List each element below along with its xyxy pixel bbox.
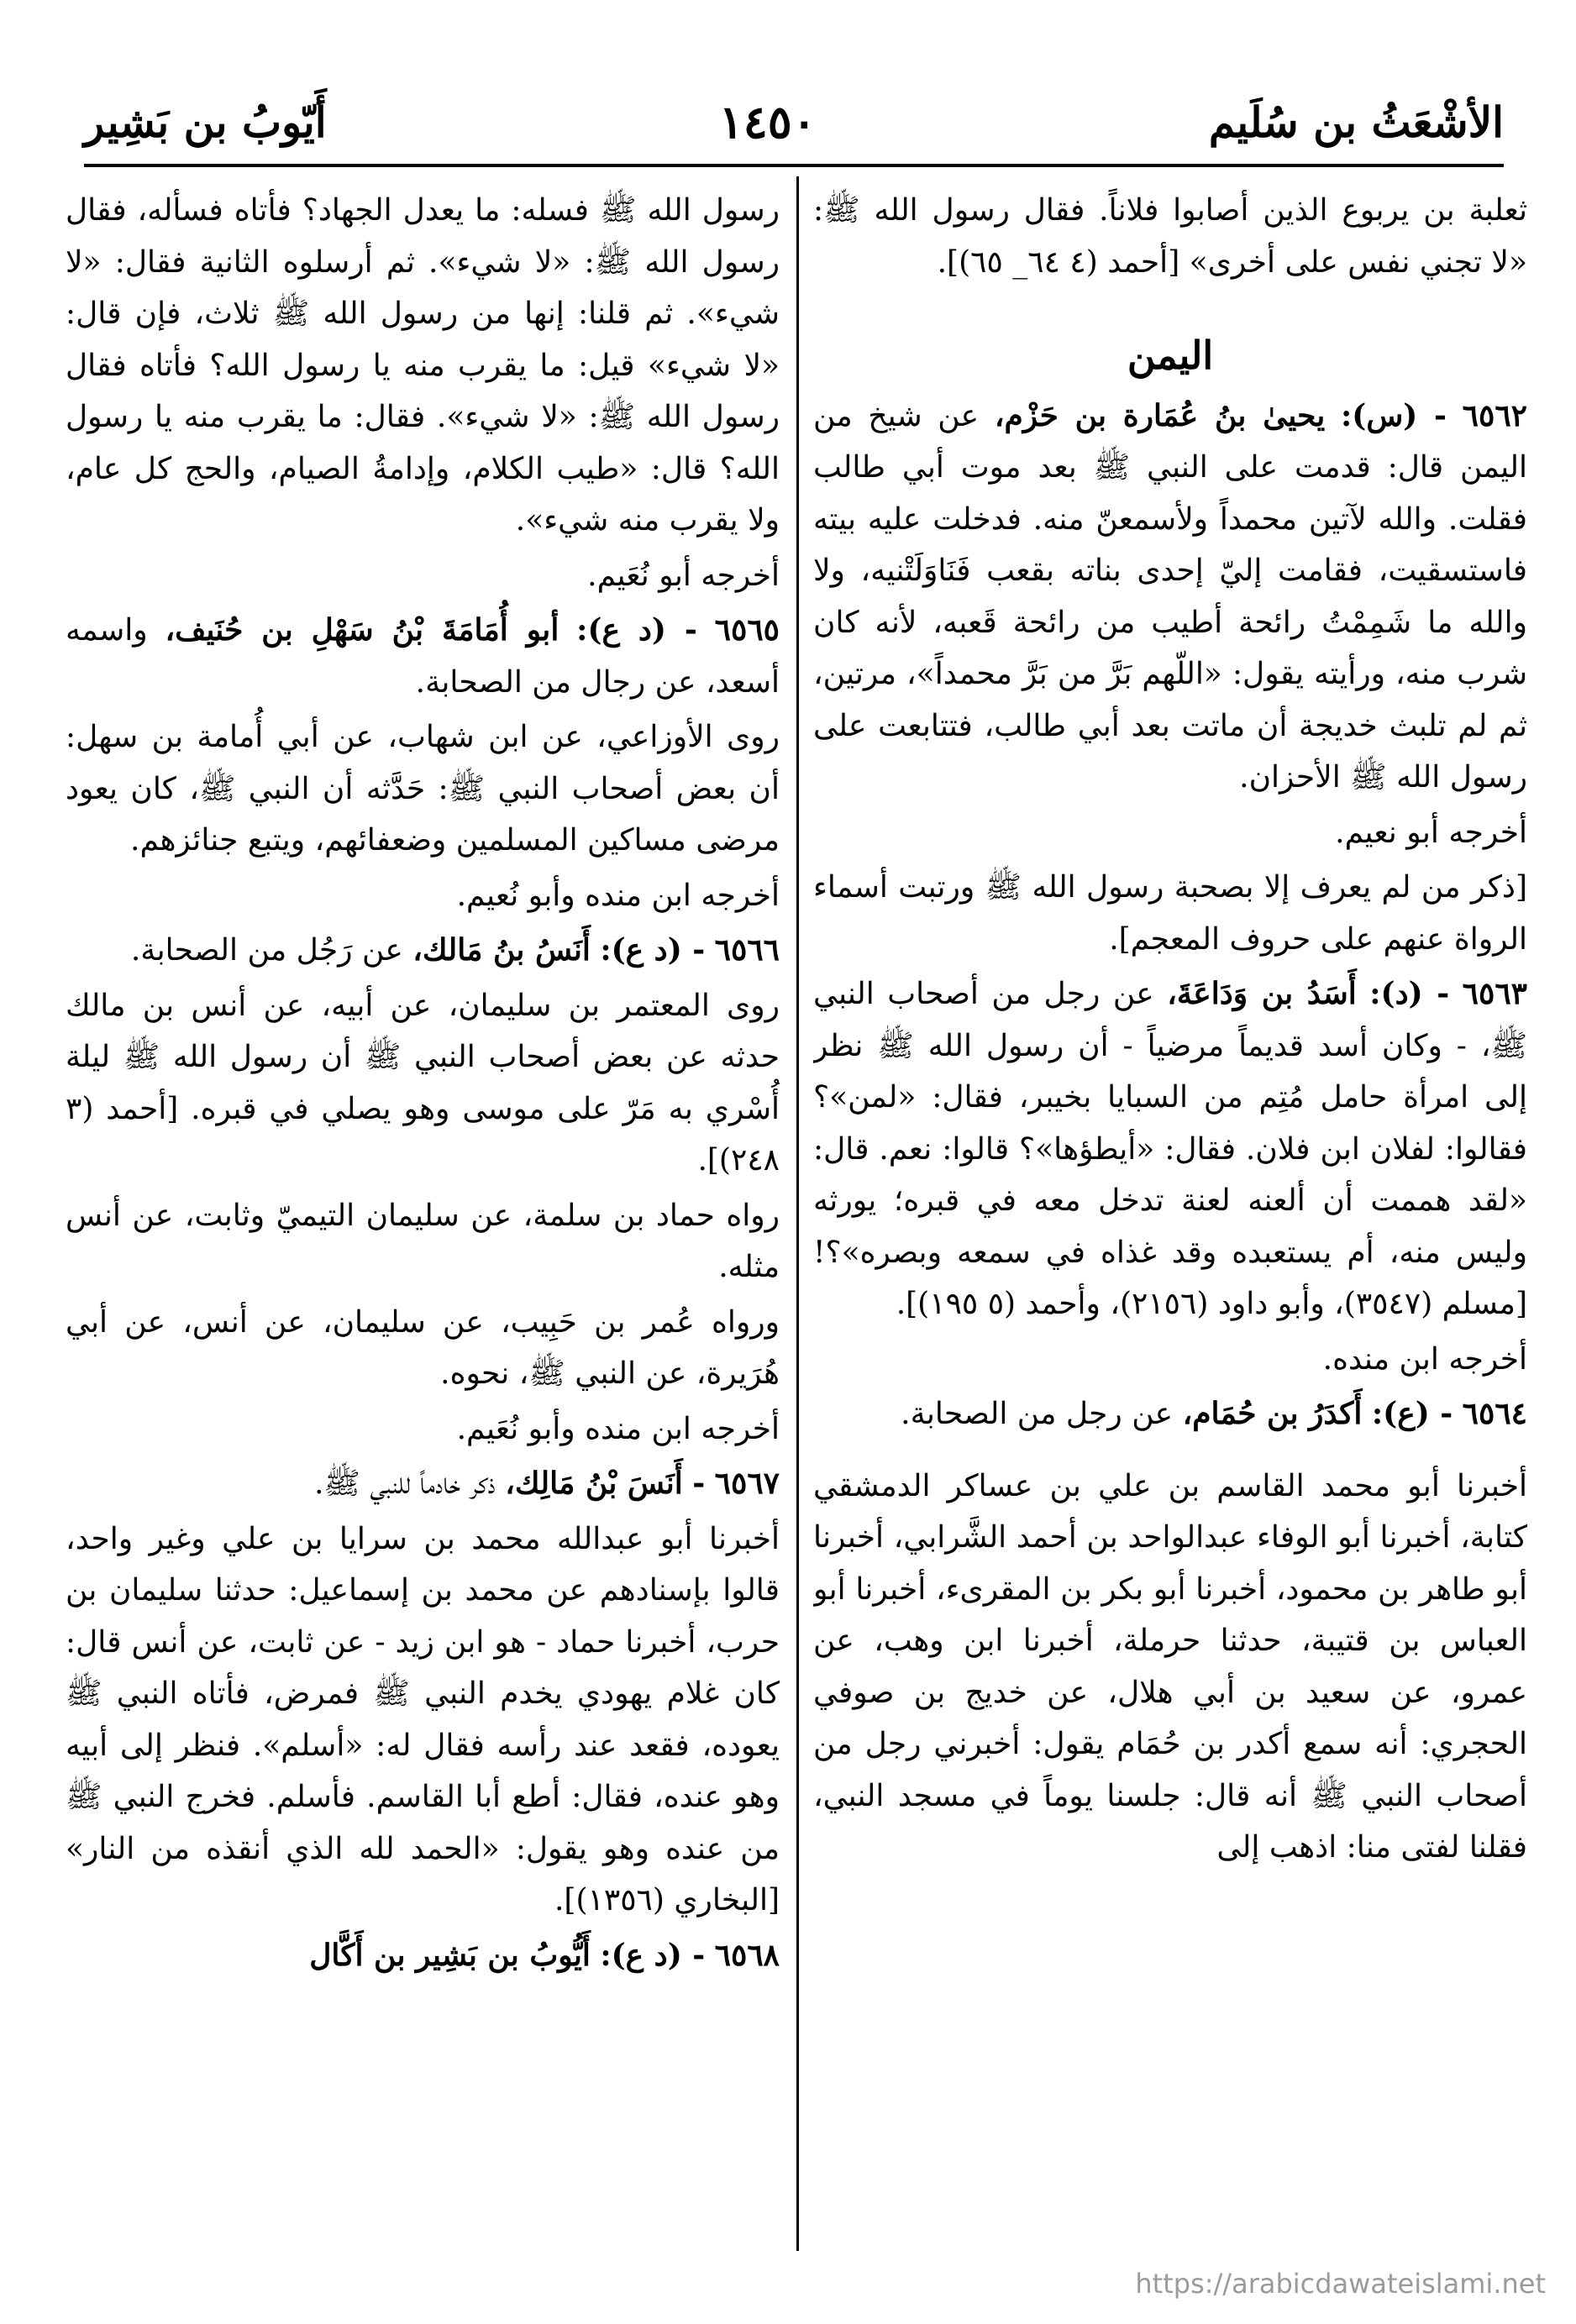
entry-6568 <box>66 1930 780 1982</box>
entry-code: - (ع): <box>1371 1396 1453 1431</box>
entry-text: ورواه عُمر بن حَبِيب، عن سليمان، عن أنس، عن أبي هُرَيرة، عن النبي ﷺ، نحوه. <box>66 1304 780 1391</box>
entry-text: عن شيخ من اليمن قال: قدمت على النبي ﷺ بعد موت أبي طالب فقلت. والله لآتين محمداً ولأسمعنّ منه. فدخلت عليه بيته فاستسقيت، فقامت إليّ إحدى بناته بقعب فَنَاوَلَتْنيه، ولا والله ما شَمِمْتُ رائحة أطيب من رائحة قَعبه، لأنه كان شرب منه، ورأيته يقول: «اللّهم بَرَّ من بَرَّ محمداً»، مرتين، ثم لم تلبث خديجة أن ماتت بعد أبي طالب، فتتابعت على رسول الله ﷺ الأحزان. <box>813 398 1527 795</box>
right-column <box>813 185 1527 2243</box>
entry-6563 <box>813 968 1527 1330</box>
watermark-url: https://arabicdawateislami.net <box>1135 2268 1546 2300</box>
entry-intro: عن رجل من الصحابة. <box>901 1397 1174 1431</box>
source-line: أخرجه أبو نعيم. <box>1335 815 1527 850</box>
header-left-title: أَيّوبُ بن بَشِير <box>84 97 327 147</box>
running-header <box>84 88 1504 155</box>
entry-number: ٦٥٦٢ <box>1462 397 1527 433</box>
entry-number: ٦٥٦٨ <box>714 1937 780 1973</box>
entry-text: روى المعتمر بن سليمان، عن أبيه، عن أنس بن مالك حدثه عن بعض أصحاب النبي ﷺ أن رسول الله ﷺ ليلة أُسْري به مَرّ على موسى وهو يصلي في قبره. [أحمد (٣ ٢٤٨)]. <box>66 988 780 1178</box>
source-line: أخرجه ابن منده. <box>1322 1341 1527 1377</box>
entry-number: ٦٥٦٣ <box>1462 976 1527 1011</box>
entry-intro: ذكر خادماً للنبي ﷺ. <box>313 1466 496 1501</box>
section-title: اليمن <box>1127 333 1214 378</box>
entry-name: أَنَسُ بنُ مَالك، <box>412 932 591 968</box>
entry-text: أخبرنا أبو محمد القاسم بن علي بن عساكر الدمشقي كتابة، أخبرنا أبو الوفاء عبدالواحد بن أحمد الشَّرابي، أخبرنا أبو طاهر بن محمود، أخبرنا أبو بكر بن المقرىء، أخبرنا أبو العباس بن قتيبة، حدثنا حرملة، أخبرنا ابن وهب، عن عمرو، عن سعيد بن أبي هلال، عن خديج بن صوفي الحجري: أنه سمع أكدر بن حُمَام يقول: أخبرني رجل من أصحاب النبي ﷺ أنه قال: جلسنا يوماً في مسجد النبي، فقلنا لفتى منا: اذهب إلى <box>813 1468 1527 1865</box>
entry-6566 <box>66 925 780 977</box>
entry-code: - (د ع): <box>600 932 706 968</box>
entry-6562 <box>813 391 1527 804</box>
entry-text: عن رجل من أصحاب النبي ﷺ، - وكان أسد قديماً مرضياً - أن رسول الله ﷺ نظر إلى امرأة حامل مُتِم من السبايا بخيبر، فقال: «لمن»؟ فقالوا: لفلان ابن فلان. فقال: «أيطؤها»؟ قالوا: نعم. قال: «لقد هممت أن ألعنه لعنة تدخل معه في قبره؛ يورثه وليس منه، أم يستعبده وقد غذاه في سمعه وبصره»؟! [مسلم (٣٥٤٧)، وأبو داود (٢١٥٦)، وأحمد (٥ ١٩٥)]. <box>813 977 1527 1321</box>
entry-code: - (د): <box>1369 976 1450 1011</box>
paragraph: رسول الله ﷺ فسله: ما يعدل الجهاد؟ فأتاه فسأله، فقال رسول الله ﷺ: «لا شيء». ثم أرسلوه الثانية فقال: «لا شيء». ثم قلنا: إنها من رسول الله ﷺ ثلاث، فإن قال: «لا شيء» قيل: ما يقرب منه يا رسول الله؟ فأتاه فقال رسول الله ﷺ: «لا شيء». فقال: ما يقرب منه يا رسول الله؟ قال: «طيب الكلام، وإدامةُ الصيام، والحج كل عام، ولا يقرب منه شيء». <box>66 193 780 538</box>
entry-6565 <box>66 605 780 708</box>
entry-name: أَيُّوبُ بن بَشِير بن أَكَّال <box>309 1937 591 1973</box>
entry-name: أَنَسَ بْنُ مَالِك، <box>505 1466 683 1501</box>
header-right-title: الأشْعَثُ بن سُلَيم <box>1208 97 1504 147</box>
entry-number: ٦٥٦٦ <box>714 932 780 968</box>
entry-intro: واسمه أسعد، عن رجال من الصحابة. <box>66 613 780 700</box>
entry-text: روى الأوزاعي، عن ابن شهاب، عن أبي أُمامة بن سهل: أن بعض أصحاب النبي ﷺ: حَدَّثه أن النبي ﷺ، كان يعود مرضى مساكين المسلمين وضعفائهم، ويتبع جنائزهم. <box>66 720 780 858</box>
entry-text: رواه حماد بن سلمة، عن سليمان التيميّ وثابت، عن أنس مثله. <box>66 1198 780 1284</box>
entry-name: أَكدَرُ بن حُمَام، <box>1182 1396 1363 1431</box>
entry-number: ٦٥٦٥ <box>714 612 780 648</box>
source-line: أخرجه أبو نُعَيم. <box>587 558 780 593</box>
page-number: ١٤٥٠ <box>718 95 817 149</box>
entry-name: أَسَدُ بن وَدَاعَةَ، <box>1167 976 1357 1011</box>
left-column <box>66 185 780 2243</box>
entry-name: يحيىٰ بنُ عُمَارة بن حَزْم، <box>994 397 1326 433</box>
entry-6564 <box>813 1388 1527 1440</box>
column-divider <box>796 176 799 2251</box>
entry-name: أبو أُمَامَةَ بْنُ سَهْلِ بن حُنَيف، <box>165 612 559 648</box>
entry-code: - <box>692 1466 706 1501</box>
header-rule <box>84 164 1504 167</box>
entry-number: ٦٥٦٤ <box>1462 1396 1527 1431</box>
entry-code: - (د ع): <box>600 1937 706 1973</box>
entry-intro: عن رَجُل من الصحابة. <box>130 933 403 968</box>
source-line: أخرجه ابن منده وأبو نُعيم. <box>456 878 780 913</box>
source-line: أخرجه ابن منده وأبو نُعَيم. <box>456 1411 780 1446</box>
section-note: [ذكر من لم يعرف إلا بصحبة رسول الله ﷺ ورتبت أسماء الرواة عنهم على حروف المعجم]. <box>813 870 1527 957</box>
paragraph: ثعلبة بن يربوع الذين أصابوا فلاناً. فقال رسول الله ﷺ: «لا تجني نفس على أخرى» [أحمد (٤ ٦٤_ ٦٥)]. <box>813 193 1527 280</box>
spacer <box>813 1440 1527 1461</box>
entry-code: - (د ع): <box>576 612 697 648</box>
entry-code: - (س): <box>1341 397 1447 433</box>
entry-number: ٦٥٦٧ <box>714 1466 780 1501</box>
entry-6567 <box>66 1458 780 1510</box>
entry-text: أخبرنا أبو عبدالله محمد بن سرايا بن علي وغير واحد، قالوا بإسنادهم عن محمد بن إسماعيل: حدثنا سليمان بن حرب، أخبرنا حماد - هو ابن زيد - عن ثابت، عن أنس قال: كان غلام يهودي يخدم النبي ﷺ فمرض، فأتاه النبي ﷺ يعوده، فقعد عند رأسه فقال له: «أسلم». فنظر إلى أبيه وهو عنده، فقال: أطع أبا القاسم. فأسلم. فخرج النبي ﷺ من عنده وهو يقول: «الحمد لله الذي أنقذه من النار» [البخاري (١٣٥٦)]. <box>66 1521 780 1917</box>
